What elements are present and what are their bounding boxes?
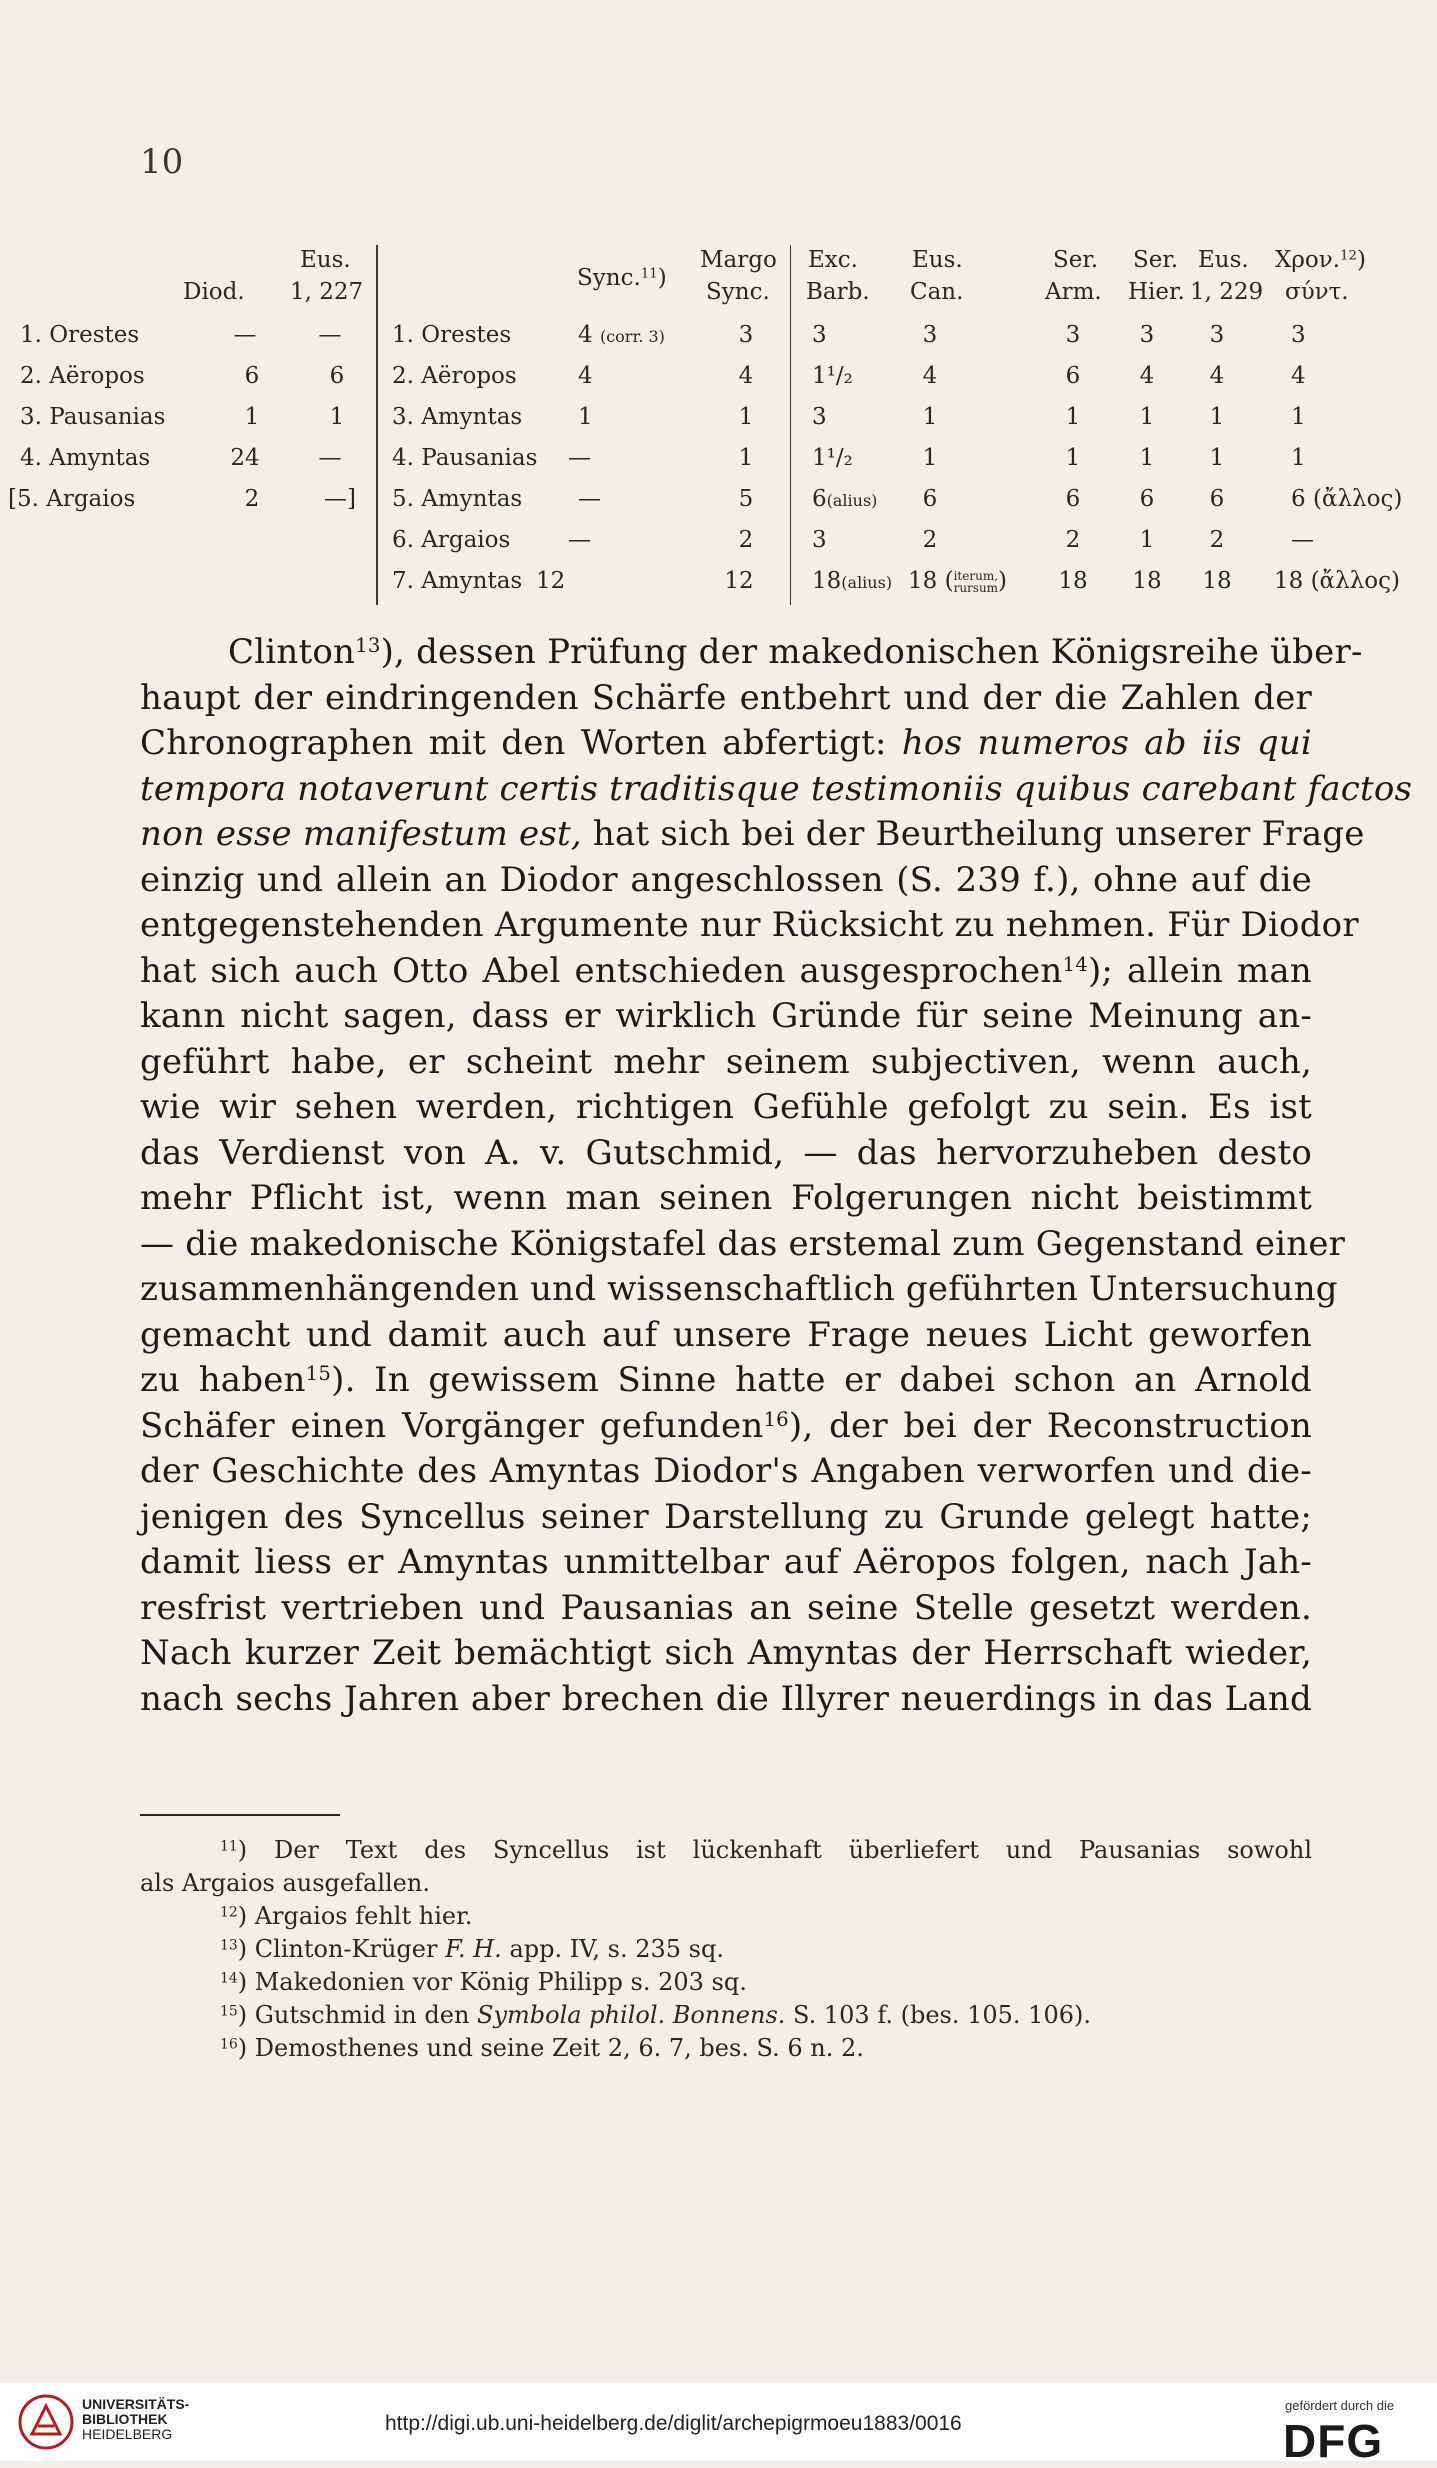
text-line: resfrist vertrieben und Pausanias an seine Stelle gesetzt werden. — [140, 1587, 1312, 1628]
eus229-header-1: Eus. — [1198, 247, 1249, 273]
text-line: Schäfer einen Vorgänger gefunden$^{16}$), der bei der Reconstruction — [140, 1405, 1313, 1446]
table-cell: 1 — [1291, 404, 1306, 430]
table-divider-middle — [790, 245, 791, 605]
footnote: $^{14}$) Makedonien vor König Philipp s. 203 sq. — [220, 1968, 747, 1996]
table-cell: 4 — [738, 363, 754, 389]
table-cell: 3 — [812, 322, 827, 348]
table-row: 2. Aëropos — [20, 363, 145, 389]
table-cell: 6 — [1065, 363, 1081, 389]
body-text — [140, 630, 1413, 1722]
footnote: $^{12}$) Argaios fehlt hier. — [220, 1902, 473, 1930]
table-cell: 18 ( iterum, rursum ) — [908, 568, 1008, 595]
table-cell: — — [318, 445, 342, 471]
sync-header: Sync.$^{11}$) — [577, 265, 667, 291]
diod-header: Diod. — [183, 279, 245, 305]
table-cell: 3 — [1291, 322, 1306, 348]
table-cell: 12 — [536, 568, 566, 594]
table-divider-left — [376, 245, 378, 605]
table-cell: 2 — [738, 527, 754, 553]
table-cell: 4 — [922, 363, 938, 389]
table-row: 1. Orestes — [392, 322, 512, 348]
table-cell: 3 — [1139, 322, 1155, 348]
table-cell: 1 — [244, 404, 260, 430]
hier-header-2: Hier. — [1128, 279, 1185, 305]
text-line: entgegenstehenden Argumente nur Rücksicht zu nehmen. Für Diodor — [140, 905, 1359, 945]
table-cell: 6 — [922, 486, 938, 512]
table-cell: 3 — [1209, 322, 1225, 348]
table-row: [5. Argaios — [8, 486, 136, 512]
text-line: zu haben$^{15}$). In gewissem Sinne hatte er dabei schon an Arnold — [140, 1360, 1313, 1400]
table-cell: 4 (corr. 3) — [578, 322, 665, 348]
table-cell: 24 — [230, 445, 260, 471]
table-cell: — — [578, 486, 601, 512]
eus229-header-2: 1, 229 — [1190, 279, 1264, 305]
text-line: geführt habe, er scheint mehr seinem subjectiven, wenn auch, — [140, 1041, 1312, 1082]
table-cell: 18 (ἄλλος) — [1274, 568, 1400, 594]
table-cell: — — [318, 322, 342, 348]
hier-header-1: Ser. — [1133, 247, 1179, 273]
text-line: haupt der eindringenden Schärfe entbehrt und der die Zahlen der — [140, 677, 1312, 718]
text-line: wie wir sehen werden, richtigen Gefühle gefolgt zu sein. Es ist — [140, 1087, 1312, 1127]
table-cell: 6 — [329, 363, 345, 389]
table-cell: 3 — [812, 404, 827, 430]
table-row: 3. Pausanias — [20, 404, 166, 430]
table-row: 3. Amyntas — [392, 404, 523, 430]
table-cell: 3 — [922, 322, 938, 348]
text-line: jenigen des Syncellus seiner Darstellung zu Grunde gelegt hatte; — [140, 1496, 1312, 1537]
footnote: $^{11}$) Der Text des Syncellus ist lückenhaft überliefert und Pausanias sowohl — [220, 1836, 1312, 1864]
arm-header-1: Ser. — [1053, 247, 1099, 273]
can-header-1: Eus. — [912, 247, 963, 273]
margo-header-2: Sync. — [706, 279, 770, 305]
table-cell: 12 — [724, 568, 754, 594]
table-cell: — — [1291, 527, 1314, 553]
exc-header-1: Exc. — [808, 247, 858, 273]
table-cell: 6(alius) — [812, 486, 878, 512]
margo-header-1: Margo — [700, 247, 777, 273]
eus-header-1: Eus. — [300, 247, 351, 273]
chron-header-2: σύντ. — [1285, 279, 1349, 305]
table-cell: 1 — [1209, 404, 1225, 430]
text-line: hat sich auch Otto Abel entschieden ausgesprochen$^{14}$); allein man — [140, 950, 1312, 991]
text-line: nach sechs Jahren aber brechen die Illyrer neuerdings in das Land — [140, 1678, 1312, 1719]
table-cell: 6 — [1065, 486, 1081, 512]
table-cell: 6 — [1139, 486, 1155, 512]
table-cell: 6 — [1209, 486, 1225, 512]
table-cell: 1 — [1139, 527, 1155, 553]
table-cell: 5 — [738, 486, 754, 512]
footnote: $^{15}$) Gutschmid in den Symbola philol. Bonnens. S. 103 f. (bes. 105. 106). — [220, 2001, 1091, 2029]
table-cell: 1 — [922, 445, 938, 471]
arm-header-2: Arm. — [1045, 279, 1102, 305]
text-line: Nach kurzer Zeit bemächtigt sich Amyntas der Herrschaft wieder, — [140, 1633, 1312, 1673]
table-row: 4. Amyntas — [20, 445, 151, 471]
table-cell: 2 — [244, 486, 260, 512]
can-header-2: Can. — [910, 279, 964, 305]
table-cell: 4 — [1209, 363, 1225, 389]
table-row: 6. Argaios — [392, 527, 511, 553]
table-cell: 3 — [812, 527, 827, 553]
text-line: kann nicht sagen, dass er wirklich Gründe für seine Meinung an- — [140, 996, 1312, 1036]
text-line: mehr Pflicht ist, wenn man seinen Folgerungen nicht beistimmt — [140, 1178, 1312, 1218]
text-line: der Geschichte des Amyntas Diodor's Angaben verworfen und die- — [140, 1451, 1312, 1491]
table-cell: —] — [324, 486, 356, 512]
table-cell: 2 — [922, 527, 938, 553]
table-cell: — — [233, 322, 257, 348]
footnotes — [140, 1834, 1312, 2065]
library-name: UNIVERSITÄTS- BIBLIOTHEK HEIDELBERG — [82, 2396, 190, 2442]
table-cell: 18(alius) — [812, 568, 893, 594]
table-cell: 1 — [1065, 404, 1081, 430]
text-line: Clinton$^{13}$), dessen Prüfung der makedonischen Königsreihe über- — [228, 632, 1363, 672]
table-row: 5. Amyntas — [392, 486, 523, 512]
table-cell: 1 — [329, 404, 345, 430]
table-cell: 1 — [1291, 445, 1306, 471]
footnote: $^{16}$) Demosthenes und seine Zeit 2, 6. 7, bes. S. 6 n. 2. — [220, 2034, 864, 2062]
table-cell: — — [568, 527, 591, 553]
table-cell: 1 — [578, 404, 593, 430]
source-url-link[interactable]: http://digi.ub.uni-heidelberg.de/diglit/archepigrmoeu1883/0016 — [385, 2412, 962, 2435]
table-row: 4. Pausanias — [392, 445, 538, 471]
funding-note: gefördert durch die — [1285, 2398, 1395, 2413]
university-seal-icon — [18, 2394, 74, 2454]
table-cell: 3 — [738, 322, 754, 348]
text-line: damit liess er Amyntas unmittelbar auf Aëropos folgen, nach Jah- — [140, 1542, 1312, 1582]
text-line: Chronographen mit den Worten abfertigt: hos numeros ab iis qui — [140, 723, 1312, 763]
text-line: tempora notaverunt certis traditisque testimoniis quibus carebant factos — [140, 768, 1413, 809]
text-line: — die makedonische Königstafel das erstemal zum Gegenstand einer — [140, 1223, 1346, 1264]
table-row: 1. Orestes — [20, 322, 140, 348]
table-cell: 6 (ἄλλος) — [1291, 486, 1403, 512]
table-cell: 4 — [578, 363, 593, 389]
table-cell: — — [568, 445, 591, 471]
text-line: non esse manifestum est, hat sich bei der Beurtheilung unserer Frage — [140, 814, 1365, 854]
table-cell: 4 — [1291, 363, 1306, 389]
table-cell: 1 — [1209, 445, 1225, 471]
table-cell: 1 — [738, 445, 754, 471]
footnote-rule — [140, 1814, 340, 1816]
table-cell: 18 — [1132, 568, 1162, 594]
table-cell: 18 — [1202, 568, 1232, 594]
eus-header-2: 1, 227 — [290, 279, 364, 305]
table-cell: 1 — [1139, 404, 1155, 430]
table-cell: 3 — [1065, 322, 1081, 348]
text-line: das Verdienst von A. v. Gutschmid, — das hervorzuheben desto — [140, 1132, 1312, 1173]
footnote-continuation: als Argaios ausgefallen. — [140, 1869, 430, 1897]
chron-header-1: Χρον.$^{12}$) — [1275, 247, 1366, 273]
table-cell: 2 — [1065, 527, 1081, 553]
text-line: einzig und allein an Diodor angeschlossen (S. 239 f.), ohne auf die — [140, 859, 1312, 900]
text-line: gemacht und damit auch auf unsere Frage neues Licht geworfen — [140, 1314, 1312, 1355]
text-line: zusammenhängenden und wissenschaftlich geführten Untersuchung — [140, 1269, 1338, 1309]
table-cell: 18 — [1058, 568, 1088, 594]
footnote: $^{13}$) Clinton-Krüger F. H. app. IV, s. 235 sq. — [220, 1935, 724, 1963]
table-cell: 1¹/₂ — [812, 445, 853, 471]
table-cell: 6 — [244, 363, 260, 389]
table-row: 2. Aëropos — [392, 363, 517, 389]
table-cell: 1 — [738, 404, 754, 430]
table-cell: 2 — [1209, 527, 1225, 553]
table-cell: 1¹/₂ — [812, 363, 853, 389]
table-cell: 1 — [1065, 445, 1081, 471]
table-row: 7. Amyntas — [392, 568, 523, 594]
exc-header-2: Barb. — [806, 279, 870, 305]
table-cell: 4 — [1139, 363, 1155, 389]
dfg-logo: DFG — [1283, 2415, 1384, 2467]
table-cell: 1 — [1139, 445, 1155, 471]
table-cell: 1 — [922, 404, 938, 430]
page-number: 10 — [140, 142, 184, 182]
